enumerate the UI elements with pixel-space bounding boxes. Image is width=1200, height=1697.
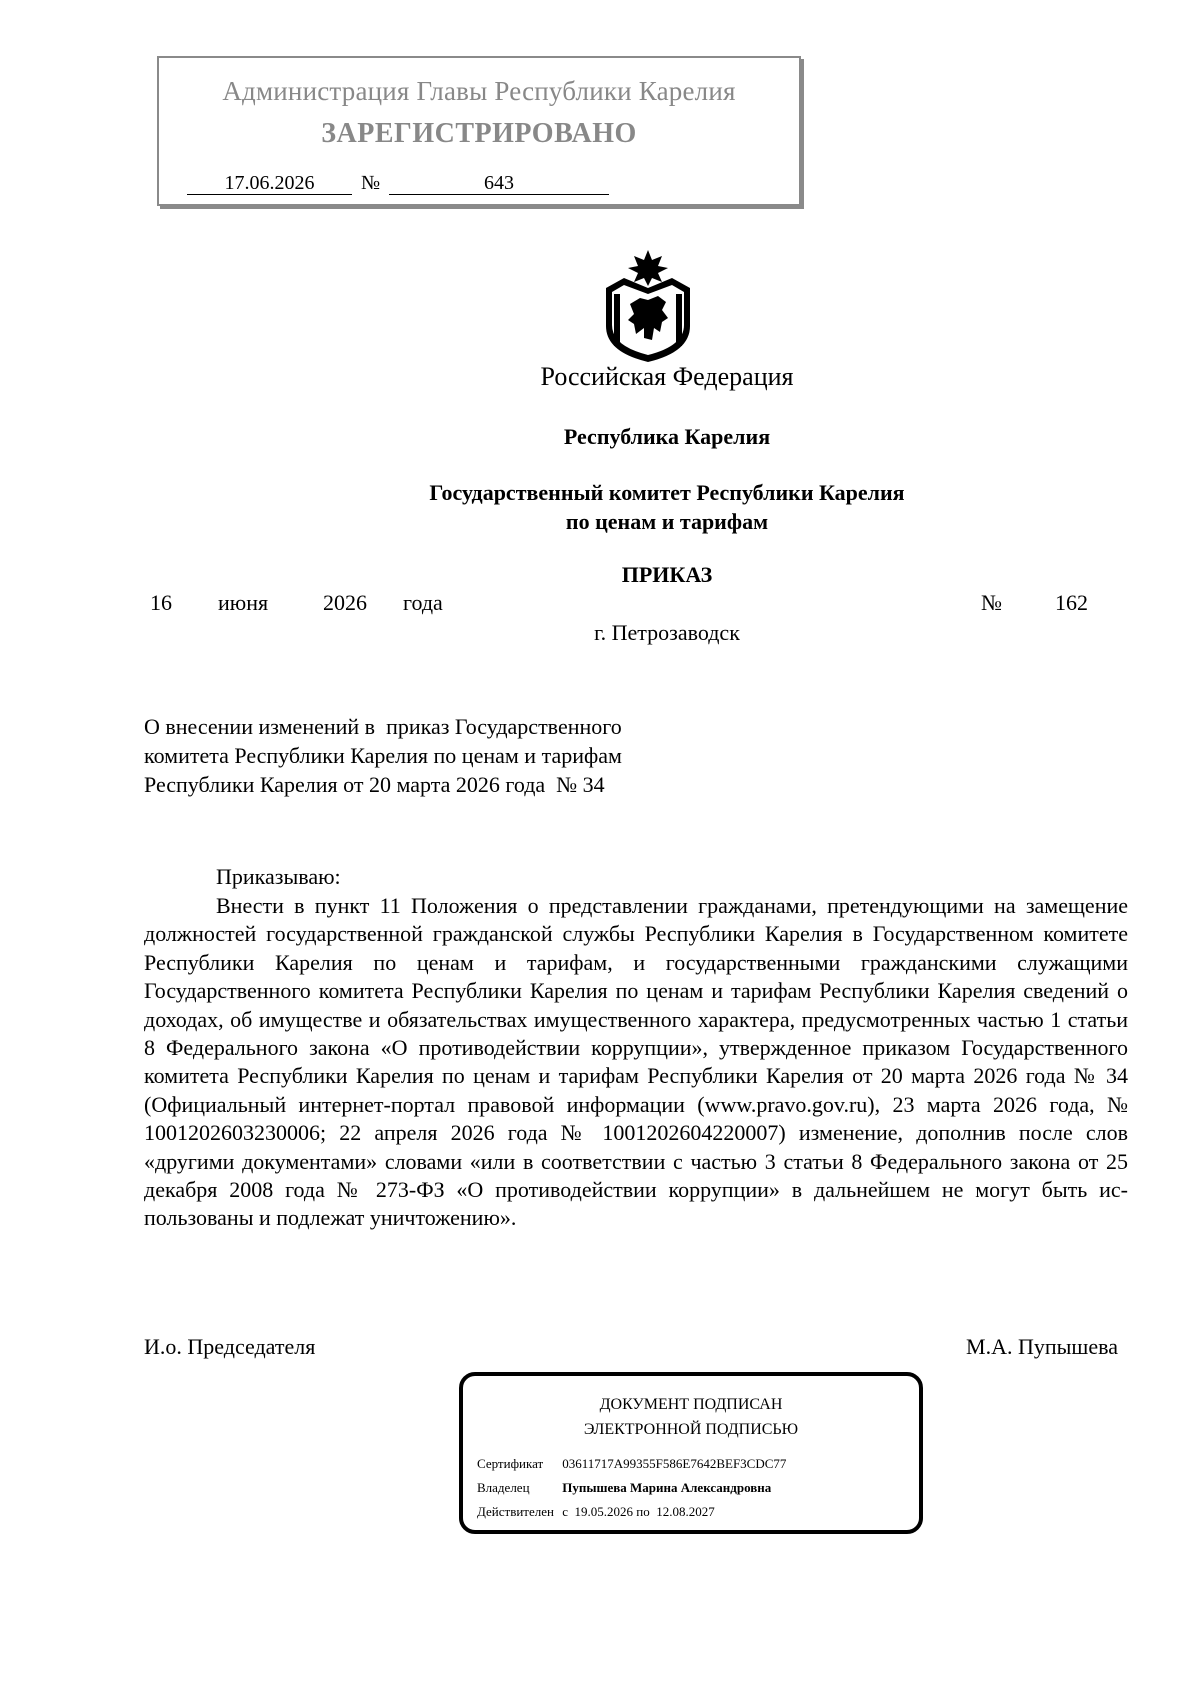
order-year-word: года [403,590,443,615]
city: г. Петрозаводск [594,620,740,645]
order-day: 16 [150,590,172,615]
document-type: ПРИКАЗ [621,562,713,587]
region-name: Республика Карелия [563,424,771,449]
stamp-line-registered: ЗАРЕГИСТРИРОВАНО [321,118,637,149]
committee-name [0,478,1200,536]
order-month: июня [218,590,269,615]
order-number: 162 [1055,590,1088,615]
esig-valid-label: Действителен [477,1504,554,1519]
esig-certificate-row [477,1456,786,1472]
stamp-date: 17.06.2026 [187,172,352,195]
committee-name-line1: Государственный комитет Республики Карелия [429,480,905,505]
electronic-signature-stamp [459,1372,923,1534]
order-subject [144,712,704,799]
stamp-number: 643 [389,172,609,195]
committee-name-line2: по ценам и тарифам [565,509,769,534]
esig-owner-value: Пупышева Марина Александровна [562,1480,772,1495]
signer-position: И.о. Председателя [144,1334,316,1359]
order-number-sign: № [981,590,1002,615]
esig-cert-label: Сертификат [477,1456,544,1471]
esig-title-line1: ДОКУМЕНТ ПОДПИСАН [599,1396,783,1413]
order-year: 2026 [323,590,367,615]
country-name: Российская Федерация [540,362,794,391]
coat-of-arms-icon [600,248,696,364]
esig-title-line2: ЭЛЕКТРОННОЙ ПОДПИСЬЮ [583,1421,799,1438]
order-body-text: Внести в пункт 11 Положения о представлении гражданами, претендующими на замещение должностей государственной гражданской службы Республики Карелия в Государственном комитете Республики Карелия по ценам и тарифам, и государственными гражданскими служащими Государственного комитета Республики Карелия по ценам и тарифам Республики Карелия сведений о доходах, об имуществе и обязательствах имущественного характера, предусмотренных частью 1 статьи 8 Федерального закона «О противодействии коррупции», утвержденное приказом Государственного комитета Республики Карелия по ценам и тарифам Республики Карелия от 20 марта 2026 года № 34 (Официальный интернет-портал правовой информации (www.pravo.gov.ru), 23 марта 2026 года, № 1001202603230006; 22 апреля 2026 года № 1001202604220007) изменение, дополнив после слов «другими документами» словами «или в соответствии с частью 3 статьи 8 Федерального закона от 25 декабря 2008 года № 273-ФЗ «О противодействии коррупции» в дальнейшем не могут быть использованы и подлежат уничтожению». [144,893,1128,1231]
order-word: Приказываю: [216,864,341,889]
stamp-line-administration: Администрация Главы Республики Карелия [222,76,736,106]
esig-owner-row [477,1480,771,1496]
esig-valid-value: с 19.05.2026 по 12.08.2027 [562,1504,715,1519]
signer-name: М.А. Пупышева [966,1334,1118,1359]
esig-validity-row [477,1504,715,1520]
stamp-number-sign: № [361,172,381,194]
subject-line1: О внесении изменений в приказ Государственного [144,714,622,739]
esig-title [463,1392,919,1442]
subject-line2: комитета Республики Карелия по ценам и тарифам [144,743,622,768]
esig-owner-label: Владелец [477,1480,530,1495]
registration-stamp [157,56,801,206]
subject-line3: Республики Карелия от 20 марта 2026 года № 34 [144,772,605,797]
esig-cert-value: 03611717A99355F586E7642BEF3CDC77 [562,1456,787,1471]
